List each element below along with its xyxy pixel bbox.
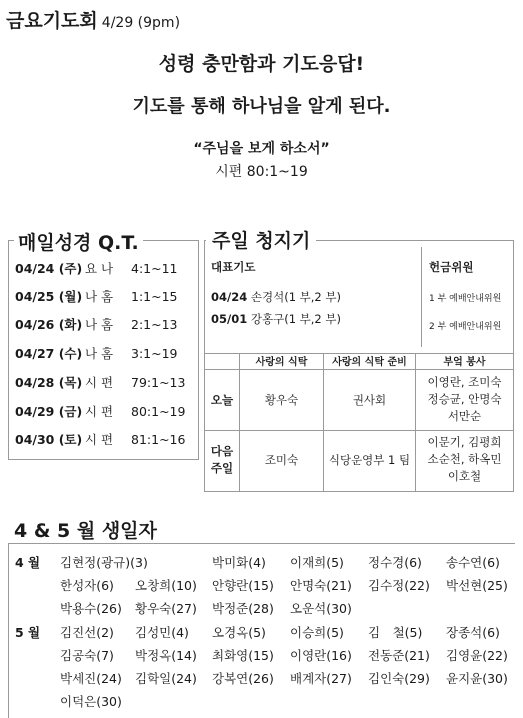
service-date: 4/29 (9pm) [101,15,181,31]
birthday-name: 박선현(25) [446,578,508,593]
qt-book: 나 홈 [85,346,114,361]
birthday-name: 강복연(26) [212,671,274,686]
birthday-name: 오운석(30) [290,601,352,616]
table-person: 황우숙 [264,393,299,407]
qt-row [15,315,178,333]
birthday-name: 이영란(16) [290,648,352,663]
col-header-prep: 사랑의 식탁 준비 [332,357,407,368]
birthday-name: 한성자(6) [60,578,114,593]
stewards-box [204,240,514,492]
offering-entry: 1 부 예배안내위원 [429,294,502,304]
divider [421,247,422,347]
qt-chapter: 3:1~19 [131,346,178,361]
table-person: 조미숙 [264,453,299,467]
prayer-date: 05/01 [211,312,248,326]
col-header-kitchen: 부엌 봉사 [443,357,486,368]
row-label-line: 다음 [210,444,234,458]
qt-date: 04/28 (목) [15,375,83,390]
birthday-name: 김수정(22) [368,578,430,593]
qt-row [15,402,185,420]
qt-date: 04/25 (월) [15,289,83,304]
birthday-name: 박미화(4) [212,555,266,570]
stewards-title: 주일 청지기 [206,226,316,253]
kitchen-line: 소순천, 하옥민 [427,452,502,466]
prayer-name: 강홍구(1 부,2 부) [250,312,341,326]
birthday-name: 김성민(4) [135,625,189,640]
qt-chapter: 1:1~15 [131,289,178,304]
birthday-name: 이재희(5) [290,555,344,570]
birthday-name: 김현정(광규)(3) [60,555,148,570]
qt-title: 매일성경 Q.T. [14,228,143,255]
qt-book: 시 편 [85,375,114,390]
qt-book: 시 편 [85,404,114,419]
birthday-name: 김학일(24) [135,671,197,686]
headline-1: 성령 충만함과 기도응답! [158,53,365,75]
qt-chapter: 81:1~16 [131,432,186,447]
birthday-name: 송수연(6) [446,555,500,570]
kitchen-line: 정승균, 안명숙 [427,392,502,406]
may-label: 5 월 [15,625,41,640]
divider [205,430,513,431]
birthday-name: 김영윤(22) [446,648,508,663]
divider [239,353,240,491]
birthday-name: 김진선(2) [60,625,114,640]
qt-date: 04/27 (수) [15,346,83,361]
birthday-name: 박정준(28) [212,601,274,616]
birthday-name: 오경옥(5) [212,625,266,640]
qt-date: 04/30 (토) [15,432,83,447]
qt-row [15,430,185,448]
prayer-date: 04/24 [211,290,248,304]
row-label-line: 주일 [210,461,234,475]
birthday-name: 박용수(26) [60,601,122,616]
birthday-name: 이덕은(30) [60,694,122,709]
qt-box [8,240,199,460]
col-header-table: 사랑의 식탁 [255,357,308,368]
qt-date: 04/24 (주) [15,261,83,276]
birthdays-title: 4 & 5 월 생일자 [14,520,157,542]
qt-row [15,259,178,277]
birthday-name: 김 철(5) [368,625,423,640]
birthday-name: 오창희(10) [135,578,197,593]
birthday-name: 박세진(24) [60,671,122,686]
qt-row [15,373,185,391]
service-name: 금요기도회 [6,10,98,32]
qt-date: 04/26 (화) [15,317,83,332]
prayer-name: 손경석(1 부,2 부) [250,290,341,304]
service-title [6,6,180,33]
birthday-name: 김공숙(7) [60,648,114,663]
row-label-next [205,443,239,477]
birthdays-box [8,543,515,718]
birthday-name: 장종석(6) [446,625,500,640]
qt-chapter: 4:1~11 [131,261,178,276]
qt-book: 요 나 [85,261,114,276]
qt-book: 나 홈 [85,317,114,332]
prep-team: 식당운영부 1 팀 [328,453,411,467]
april-label: 4 월 [15,555,41,570]
kitchen-line: 이문기, 김평희 [427,435,502,449]
qt-book: 나 홈 [85,289,114,304]
divider [323,353,324,491]
offering-entry: 2 부 예배안내위원 [429,322,502,332]
birthday-name: 최화영(15) [212,648,274,663]
birthday-name: 박정옥(14) [135,648,197,663]
birthday-name: 이승희(5) [290,625,344,640]
birthday-name: 배계자(27) [290,671,352,686]
verse-reference: 시편 80:1~19 [215,164,308,180]
kitchen-volunteers [416,434,513,485]
kitchen-volunteers [416,374,513,425]
headline-2: 기도를 통해 하나님을 알게 된다. [132,96,391,117]
kitchen-line: 서만순 [447,409,482,423]
row-label-today: 오늘 [210,393,234,407]
qt-chapter: 79:1~13 [131,375,186,390]
kitchen-line: 이호철 [447,469,482,483]
prayer-entry [211,311,341,327]
birthday-name: 황우숙(27) [135,601,197,616]
kitchen-line: 이영란, 조미숙 [427,375,502,389]
qt-date: 04/29 (금) [15,404,83,419]
qt-chapter: 2:1~13 [131,317,178,332]
qt-book: 시 편 [85,432,114,447]
qt-row [15,287,178,305]
verse-quote: “주님을 보게 하소서” [193,141,330,157]
prayer-entry [211,289,341,305]
birthday-name: 윤지윤(30) [446,671,508,686]
birthday-name: 안명숙(21) [290,578,352,593]
birthday-name: 안향란(15) [212,578,274,593]
prayer-label: 대표기도 [211,260,256,274]
qt-row [15,344,178,362]
birthday-name: 정수경(6) [368,555,422,570]
birthday-name: 김인숙(29) [368,671,430,686]
qt-chapter: 80:1~19 [131,404,186,419]
birthday-name: 전동준(21) [368,648,430,663]
offering-label: 헌금위원 [429,260,474,274]
prep-team: 권사회 [352,393,387,407]
